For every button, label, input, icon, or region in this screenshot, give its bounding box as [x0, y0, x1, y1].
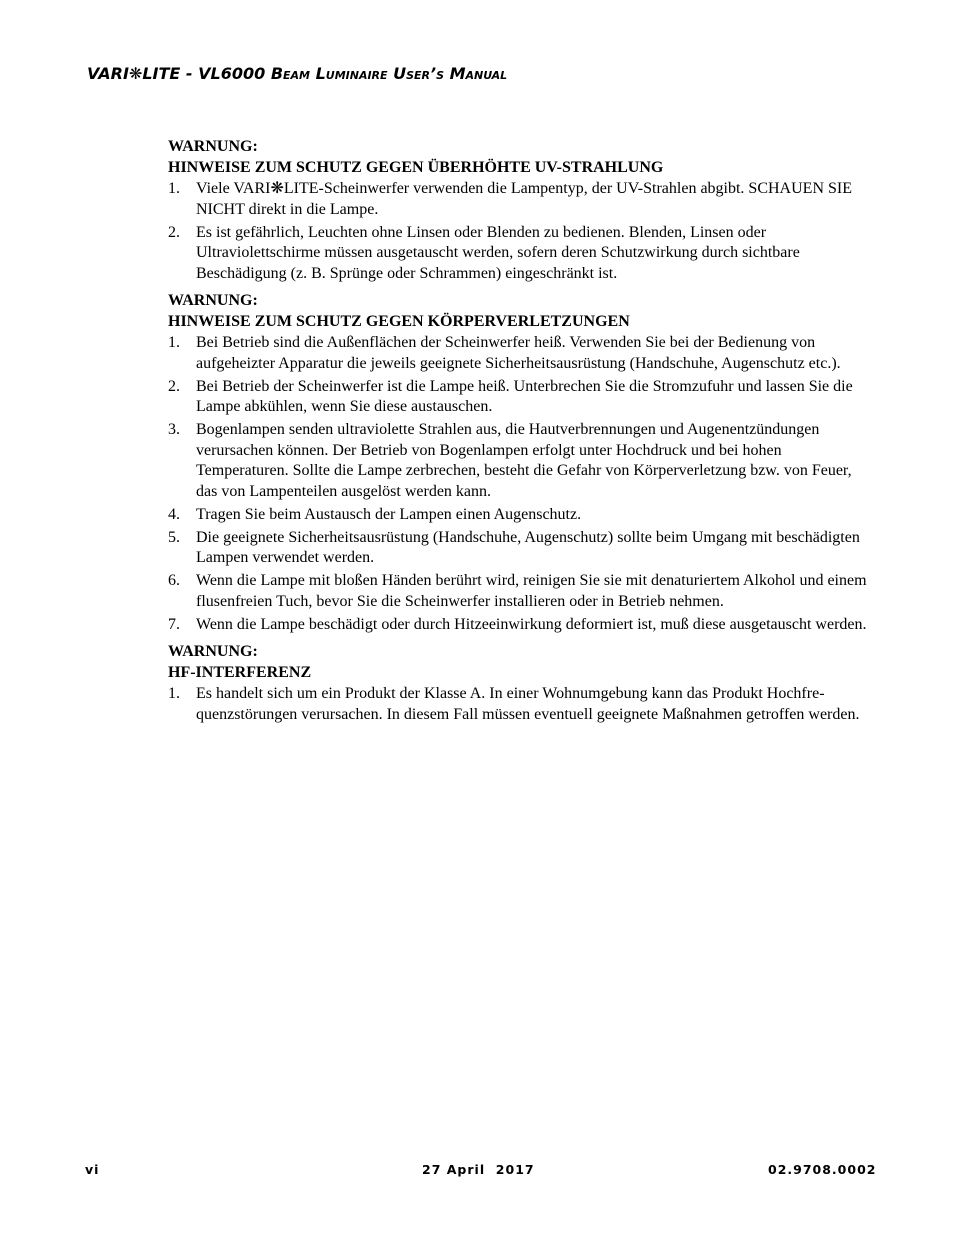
list-item — [168, 179, 874, 220]
footer-page-number: vi — [85, 1162, 100, 1177]
list-item-number: 7. — [168, 615, 180, 633]
list-item — [168, 528, 874, 569]
list-item-text: Wenn die Lampe mit bloßen Händen berührt wird, reinigen Sie sie mit denaturiertem Alkohol und einem flusenfreien Tuch, bevor Sie die Scheinwerfer installieren oder in Betrieb nehmen. — [196, 572, 867, 610]
list-item — [168, 615, 874, 636]
warning-section-injury — [168, 290, 874, 635]
warning-section-rf — [168, 641, 874, 725]
list-item-text: Wenn die Lampe beschädigt oder durch Hitzeeinwirkung deformiert ist, muß diese ausgetauscht werden. — [196, 615, 867, 633]
list-item-number: 1. — [168, 685, 180, 702]
warning-label: WARNUNG: — [168, 643, 258, 660]
list-item — [168, 505, 874, 526]
list-item — [168, 333, 874, 374]
warning-label: WARNUNG: — [168, 292, 258, 309]
list-item-text: Viele VARI❋LITE-Scheinwerfer verwenden die Lampentyp, der UV-Strahlen abgibt. SCHAUEN SIE NICHT direkt in die Lampe. — [196, 180, 852, 218]
list-item-text: Bei Betrieb sind die Außenflächen der Scheinwerfer heiß. Verwenden Sie bei der Bedienung von aufgeheizter Apparatur die jeweils geeignete Sicherheitsausrüstung (Handschuhe, Augenschutz etc.). — [196, 334, 841, 372]
list-item-number: 2. — [168, 377, 180, 395]
list-item-number: 6. — [168, 572, 180, 589]
list-item — [168, 684, 874, 725]
warning-list — [168, 333, 874, 635]
list-item-text: Die geeignete Sicherheitsausrüstung (Handschuhe, Augenschutz) sollte beim Umgang mit beschädigten Lampen verwendet werden. — [196, 528, 860, 566]
warning-section-uv — [168, 136, 874, 284]
list-item-text: Bogenlampen senden ultraviolette Strahlen aus, die Hautverbrennungen und Augenentzündungen verursachen können. Der Betrieb von Bogenlampen erfolgt unter Hochdruck und bei hohen Temperaturen. Sollte die Lampe zerbrechen, besteht die Gefahr von Körperverletzung bzw. von Feuer, das von Lampenteilen ausgelöst werden kann. — [196, 421, 852, 500]
warning-title: HINWEISE ZUM SCHUTZ GEGEN ÜBERHÖHTE UV-STRAHLUNG — [168, 159, 664, 176]
warning-list — [168, 684, 874, 725]
list-item — [168, 571, 874, 612]
header-title: Beam Luminaire User’s Manual — [270, 64, 508, 83]
list-item-text: Es ist gefährlich, Leuchten ohne Linsen oder Blenden zu bedienen. Blenden, Linsen oder Ultraviolettschirme müssen ausgetauscht werden, sofern deren Schutzwirkung durch sichtbare Beschädigung (z. B. Sprünge oder Schrammen) eingeschränkt ist. — [196, 223, 800, 282]
footer-doc-number: 02.9708.0002 — [768, 1162, 877, 1177]
warning-title: HINWEISE ZUM SCHUTZ GEGEN KÖRPERVERLETZUNGEN — [168, 313, 630, 330]
list-item-text: Tragen Sie beim Austausch der Lampen einen Augenschutz. — [196, 505, 582, 523]
list-item-number: 3. — [168, 421, 180, 438]
warning-title: HF-INTERFERENZ — [168, 664, 312, 681]
list-item-number: 4. — [168, 505, 180, 523]
page-content — [168, 136, 874, 731]
list-item-number: 2. — [168, 223, 180, 241]
list-item — [168, 377, 874, 418]
header-brand: VARI❋LITE - VL6000 — [87, 64, 266, 83]
footer-date: 27 April 2017 — [422, 1162, 535, 1177]
list-item-text: Bei Betrieb der Scheinwerfer ist die Lampe heiß. Unterbrechen Sie die Stromzufuhr und lassen Sie die Lampe abkühlen, wenn Sie diese austauschen. — [196, 377, 853, 415]
warning-label: WARNUNG: — [168, 138, 258, 155]
list-item — [168, 223, 874, 285]
list-item-number: 1. — [168, 334, 180, 351]
running-header — [87, 64, 507, 83]
warning-list — [168, 179, 874, 284]
list-item-number: 1. — [168, 180, 180, 197]
list-item-text: Es handelt sich um ein Produkt der Klasse A. In einer Wohnumgebung kann das Produkt Hochfre-quenzstörungen verursachen. In diesem Fall müssen eventuell geeignete Maßnahmen getroffen werden. — [196, 685, 860, 723]
list-item-number: 5. — [168, 528, 180, 546]
list-item — [168, 420, 874, 502]
